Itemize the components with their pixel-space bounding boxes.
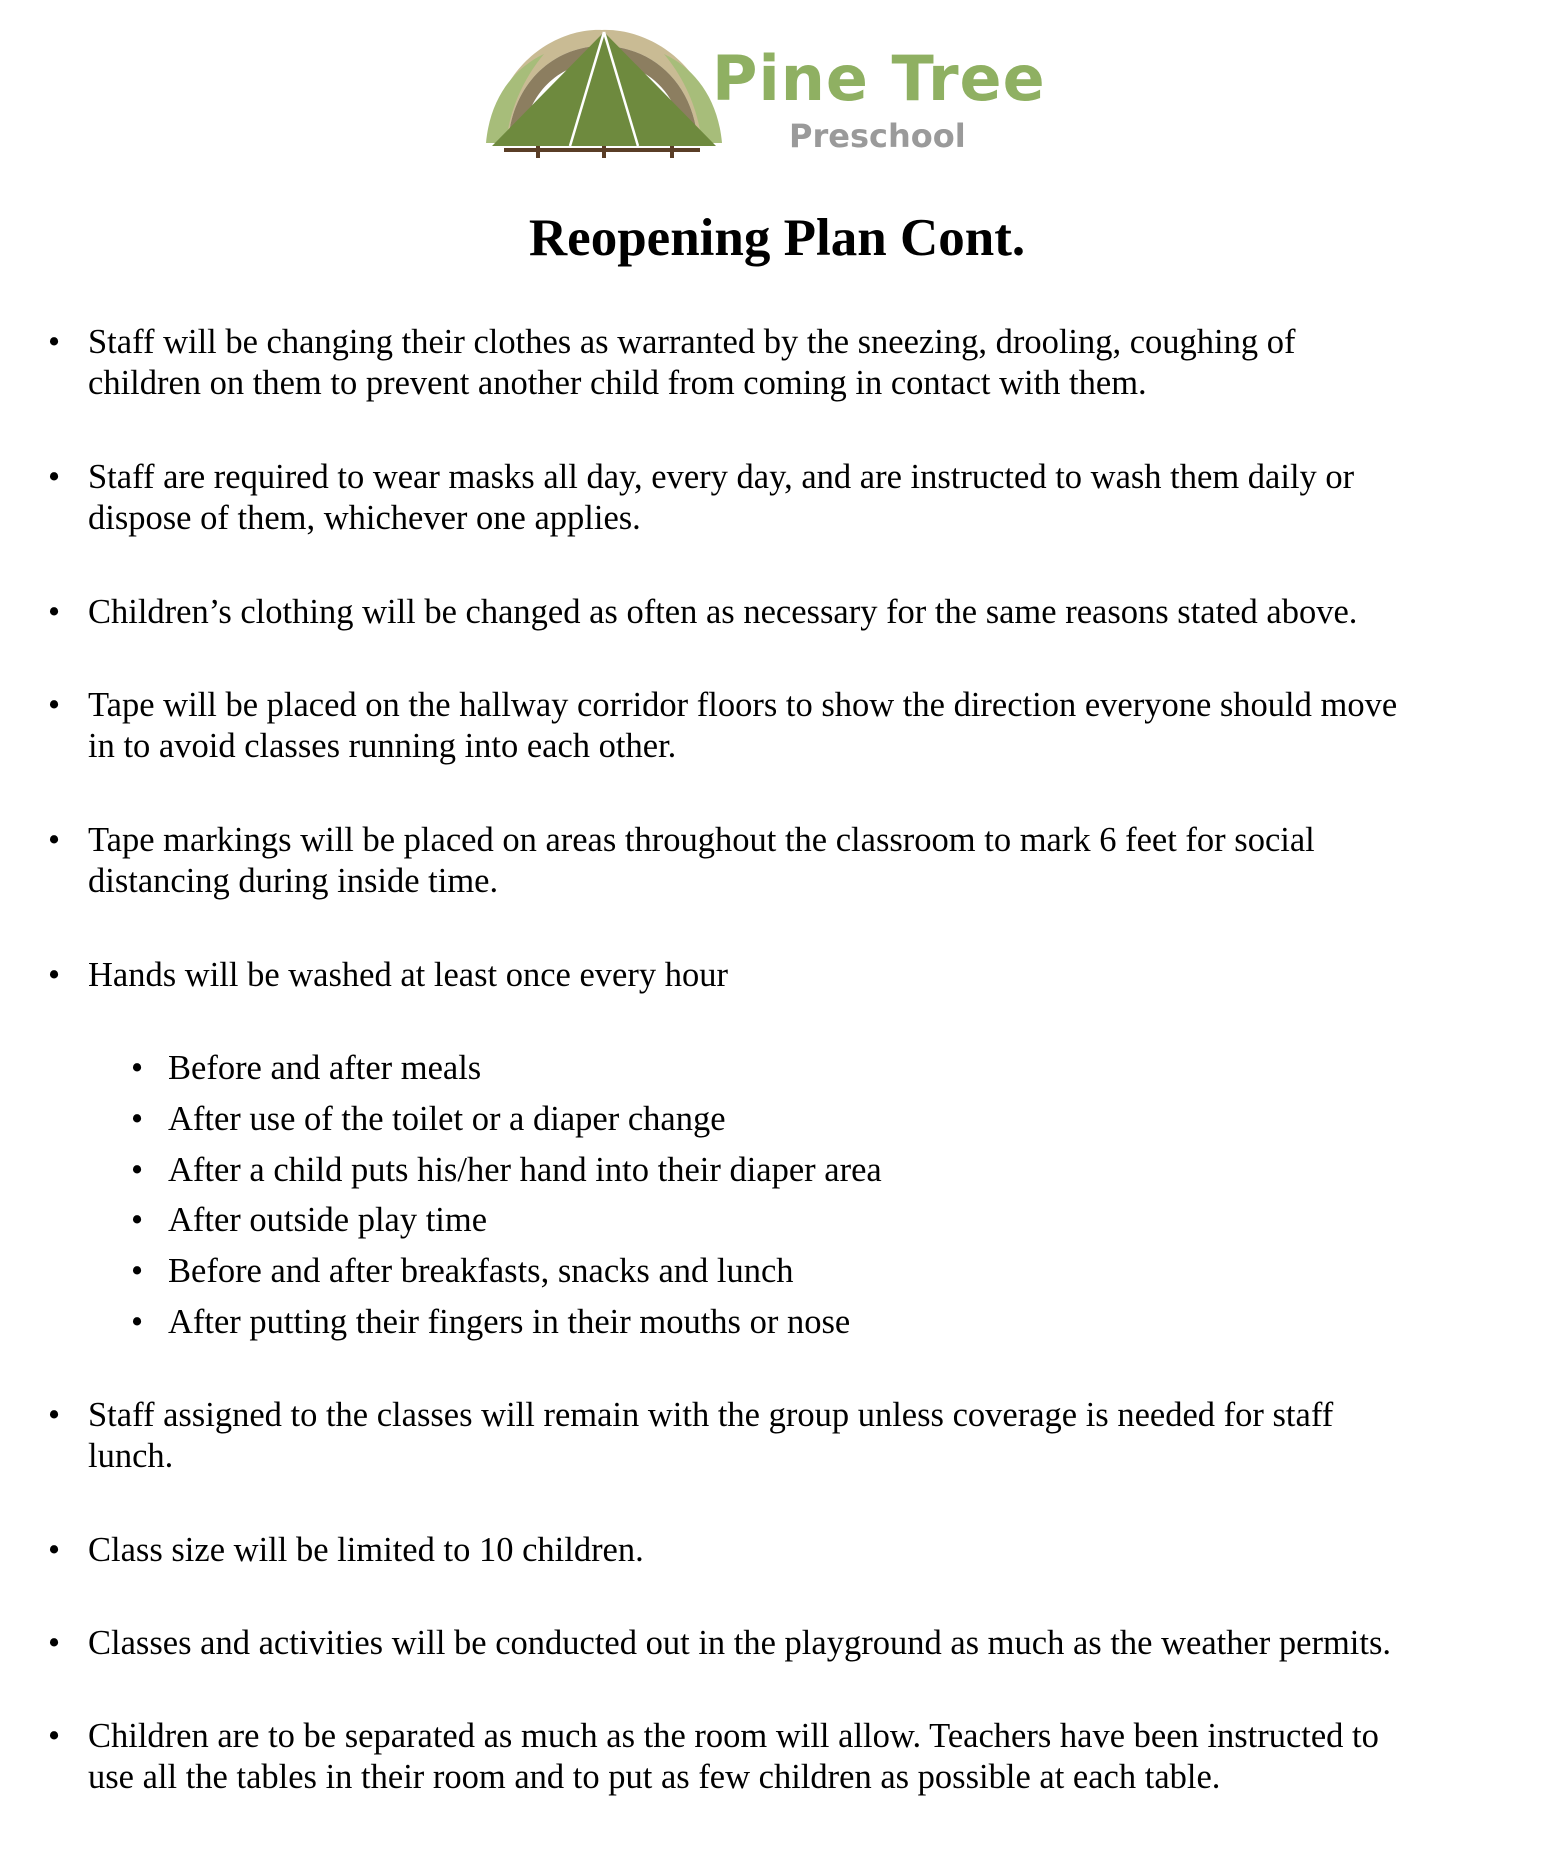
sub-list-item-text: Before and after meals (168, 1049, 482, 1087)
bullet-marker: • (131, 1303, 144, 1341)
bullet-marker: • (48, 593, 61, 631)
bullet-marker: • (131, 1252, 144, 1290)
bullet-marker: • (131, 1100, 144, 1138)
sub-list-item-text: After outside play time (168, 1201, 488, 1239)
list-item-text: Class size will be limited to 10 children. (88, 1531, 644, 1569)
bullet-marker: • (48, 1717, 61, 1755)
bullet-marker: • (131, 1049, 144, 1087)
bullet-marker: • (48, 821, 61, 859)
bullet-marker: • (48, 323, 61, 361)
bullet-marker: • (48, 956, 61, 994)
logo-subtitle: Preschool (789, 117, 966, 155)
bullet-marker: • (48, 1531, 61, 1569)
sub-list-item-text: Before and after breakfasts, snacks and lunch (168, 1252, 794, 1290)
bullet-marker: • (48, 458, 61, 496)
list-item-text: Hands will be washed at least once every hour (88, 956, 728, 994)
bullet-marker: • (131, 1151, 144, 1189)
bullet-marker: • (48, 686, 61, 724)
list-item-text: Children are to be separated as much as the room will allow. Teachers have been instructed to use all the tables in their room and to put as few children as possible at each table. (88, 1717, 1379, 1796)
list-item-text: Classes and activities will be conducted out in the playground as much as the weather permits. (88, 1624, 1391, 1662)
list-item-text: Tape will be placed on the hallway corridor floors to show the direction everyone should move in to avoid classes running into each other. (88, 686, 1398, 765)
list-item-text: Children’s clothing will be changed as often as necessary for the same reasons stated above. (88, 593, 1358, 631)
bullet-marker: • (48, 1624, 61, 1662)
list-item-text: Staff are required to wear masks all day, every day, and are instructed to wash them daily or dispose of them, whichever one applies. (88, 458, 1355, 537)
list-item-text: Staff will be changing their clothes as warranted by the sneezing, drooling, coughing of children on them to prevent another child from coming in contact with them. (88, 323, 1296, 402)
list-item-text: Staff assigned to the classes will remain with the group unless coverage is needed for staff lunch. (88, 1396, 1334, 1475)
bullet-marker: • (131, 1201, 144, 1239)
sub-list-item-text: After putting their fingers in their mouths or nose (168, 1303, 851, 1341)
sub-list-item-text: After a child puts his/her hand into their diaper area (168, 1151, 882, 1189)
page-title: Reopening Plan Cont. (528, 209, 1026, 267)
logo-name: Pine Tree (712, 42, 1046, 115)
list-item-text: Tape markings will be placed on areas throughout the classroom to mark 6 feet for social distancing during inside time. (88, 821, 1315, 900)
sub-list-item-text: After use of the toilet or a diaper change (168, 1100, 726, 1138)
bullet-marker: • (48, 1396, 61, 1434)
